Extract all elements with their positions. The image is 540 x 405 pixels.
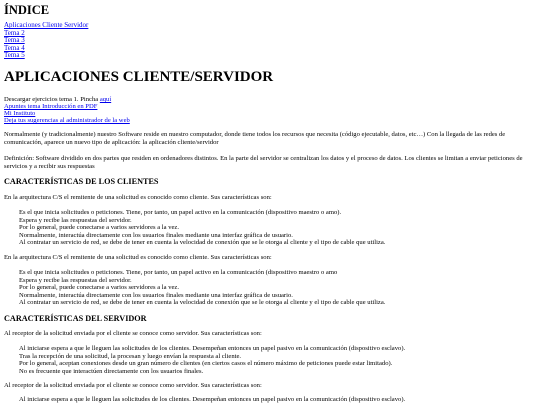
list-item: Es el que inicia solicitudes o peticiones. Tiene, por tanto, un papel activo en la comunicación (dispositivo maestro o amo). xyxy=(19,209,342,216)
index-heading: ÍNDICE xyxy=(4,3,50,17)
suggestions-line xyxy=(4,117,536,125)
list-item: Por lo general, aceptan conexiones desde un gran número de clientes (en ciertos casos el número máximo de peticiones puede estar limitado). xyxy=(19,360,393,367)
clients-intro: En la arquitectura C/S el remitente de una solicitud es conocido como cliente. Sus características son: xyxy=(4,194,272,201)
nav-link-tema-3[interactable]: Tema 3 xyxy=(4,36,25,45)
clients-heading: CARACTERÍSTICAS DE LOS CLIENTES xyxy=(4,177,159,186)
institute-link[interactable]: Mi Instituto xyxy=(4,110,36,117)
clients-list-a xyxy=(19,209,536,247)
server-heading: CARACTERÍSTICAS DEL SERVIDOR xyxy=(4,314,147,323)
server-intro-repeat: Al receptor de la solicitud enviada por el cliente se conoce como servidor. Sus características son: xyxy=(4,382,262,389)
list-item: Al iniciarse espera a que le lleguen las solicitudes de los clientes. Desempeñan entonces un papel pasivo en la comunicación (dispositivo esclavo). xyxy=(19,396,406,403)
server-list xyxy=(19,345,536,375)
list-item: Normalmente, interactúa directamente con los usuarios finales mediante una interfaz gráfica de usuario. xyxy=(19,231,293,239)
download-text: Descargar ejercicios tema 1. Pincha xyxy=(4,96,100,103)
page-title: APLICACIONES CLIENTE/SERVIDOR xyxy=(4,69,274,85)
list-item: Tras la recepción de una solicitud, la procesan y luego envían la respuesta al cliente. xyxy=(19,352,242,360)
list-item: Al contratar un servicio de red, se debe de tener en cuenta la velocidad de conexión que se le otorga al cliente y el tipo de cable que utiliza. xyxy=(19,239,386,246)
suggestions-link[interactable]: Deja tus sugerencias al administrador de la web xyxy=(4,117,130,124)
list-item: No es frecuente que interactúen directamente con los usuarios finales. xyxy=(19,367,204,375)
intro-paragraph: Normalmente (y tradicionalmente) nuestro Software reside en nuestro computador, donde tiene todos los recursos que necesita (código ejecutable, datos, etc…) Con la llegada de las redes de comunicación, aparece un nuevo tipo de aplicación: la aplicación cliente/servidor xyxy=(4,131,506,146)
list-item: Es el que inicia solicitudes o peticiones. Tiene, por tanto, un papel activo en la comunicación (dispositivo maestro o amo xyxy=(19,269,338,276)
definition-paragraph: Definición: Software dividido en dos partes que residen en ordenadores distintos. En la parte del servidor se centralizan los datos y el proceso de datos. Los clientes se limitan a enviar peticiones de servicios y a recibir sus respuestas xyxy=(4,155,523,170)
list-item: Al contratar un servicio de red, se debe de tener en cuenta la velocidad de conexión que se le otorga al cliente y el tipo de cable que utiliza. xyxy=(19,299,386,306)
list-item: Por lo general, puede conectarse a varios servidores a la vez. xyxy=(19,224,180,231)
nav-link-tema-4[interactable]: Tema 4 xyxy=(4,43,25,52)
index-nav xyxy=(4,22,88,60)
list-item: Al iniciarse espera a que le lleguen las solicitudes de los clientes. Desempeñan entonces un papel pasivo en la comunicación (dispositivo esclavo). xyxy=(19,345,406,352)
nav-link-aplicaciones[interactable]: Aplicaciones Cliente Servidor xyxy=(4,21,89,29)
list-item: Espera y recibe las respuestas del servidor. xyxy=(19,216,132,224)
list-item: Espera y recibe las respuestas del servidor. xyxy=(19,276,132,284)
nav-link-tema-5[interactable]: Tema 5 xyxy=(4,51,25,60)
download-link[interactable]: aquí xyxy=(99,96,112,103)
clients-intro-repeat: En la arquitectura C/S el remitente de una solicitud es conocido como cliente. Sus características son: xyxy=(4,254,272,261)
server-list-b xyxy=(19,396,536,404)
list-item: Por lo general, puede conectarse a varios servidores a la vez. xyxy=(19,284,180,291)
server-intro: Al receptor de la solicitud enviada por el cliente se conoce como servidor. Sus características son: xyxy=(4,330,262,337)
nav-link-tema-2[interactable]: Tema 2 xyxy=(4,28,25,37)
clients-list-b xyxy=(19,269,536,307)
notes-pdf-link[interactable]: Apuntes tema Introducción en PDF xyxy=(4,103,98,110)
list-item: Normalmente, interactúa directamente con los usuarios finales mediante una interfaz gráfica de usuario. xyxy=(19,291,293,299)
